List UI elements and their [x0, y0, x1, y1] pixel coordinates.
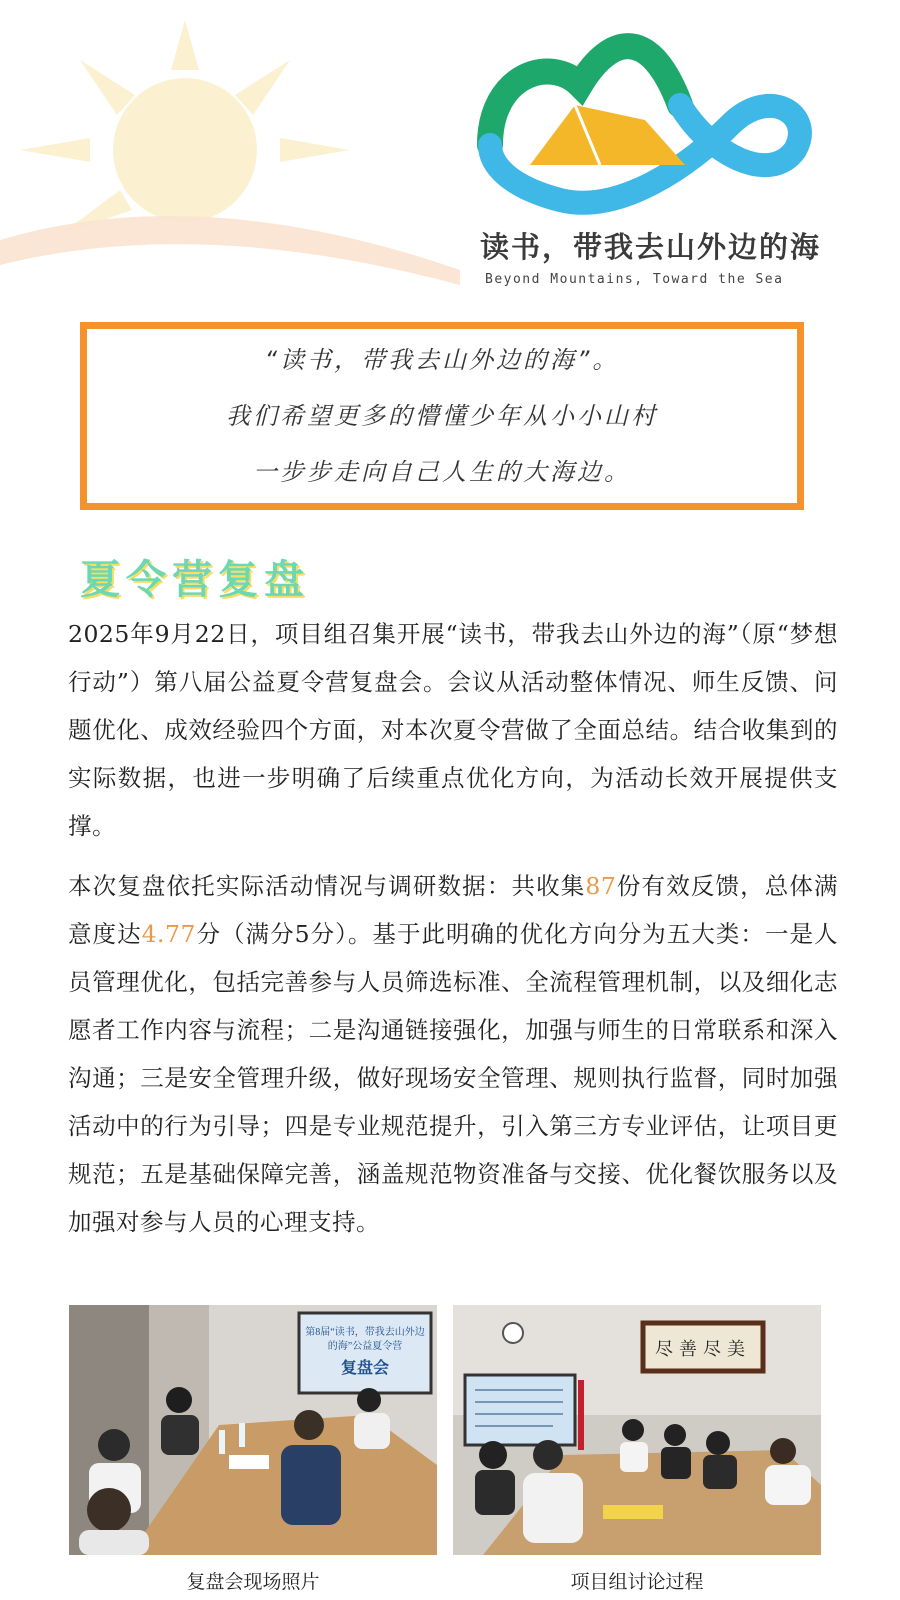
quote-line-3: 一步步走向自己人生的大海边。	[253, 458, 631, 486]
quote-box	[80, 322, 804, 510]
paragraph-2-part-2: 份有效反馈，总体满意度达	[68, 872, 839, 948]
meeting-photo	[69, 1305, 437, 1555]
paragraph-2	[68, 862, 838, 1246]
paragraph-1: 2025年9月22日，项目组召集开展“读书，带我去山外边的海”（原“梦想行动”）第八届公益夏令营复盘会。会议从活动整体情况、师生反馈、问题优化、成效经验四个方面，对本次夏令营做了全面总结。结合收集到的实际数据，也进一步明确了后续重点优化方向，为活动长效开展提供支撑。	[68, 620, 838, 840]
paragraph-2-part-1: 本次复盘依托实际活动情况与调研数据：共收集	[68, 872, 586, 900]
quote-line-2: 我们希望更多的懵懂少年从小小山村	[226, 402, 658, 430]
discussion-photo	[453, 1305, 821, 1555]
slogan-chinese: 读书，带我去山外边的海	[480, 230, 822, 264]
calligraphy-text: 尽善尽美	[655, 1339, 751, 1359]
quote-line-1: “读书，带我去山外边的海”。	[264, 346, 620, 374]
satisfaction-score: 4.77	[141, 920, 196, 948]
feedback-count: 87	[585, 872, 617, 900]
screen-title: 复盘会	[340, 1360, 390, 1377]
caption-meeting-photo: 复盘会现场照片	[186, 1571, 320, 1593]
section-title: 夏令营复盘	[80, 557, 310, 603]
project-logo-icon	[470, 15, 820, 230]
caption-discussion-photo: 项目组讨论过程	[570, 1571, 704, 1593]
paragraph-2-part-3: 分（满分5分）。基于此明确的优化方向分为五大类：一是人员管理优化，包括完善参与人员筛选标准、全流程管理机制，以及细化志愿者工作内容与流程；二是沟通链接强化，加强与师生的日常联系和深入沟通；三是安全管理升级，做好现场安全管理、规则执行监督，同时加强活动中的行为引导；四是专业规范提升，引入第三方专业评估，让项目更规范；五是基础保障完善，涵盖规范物资准备与交接、优化餐饮服务以及加强对参与人员的心理支持。	[68, 920, 839, 1236]
screen-line-1: 第8届“读书，带我去山外边	[305, 1327, 425, 1338]
slogan-english: Beyond Mountains, Toward the Sea	[485, 272, 784, 287]
sun-decoration-icon	[0, 0, 470, 300]
screen-line-2: 的海”公益夏令营	[327, 1341, 403, 1352]
